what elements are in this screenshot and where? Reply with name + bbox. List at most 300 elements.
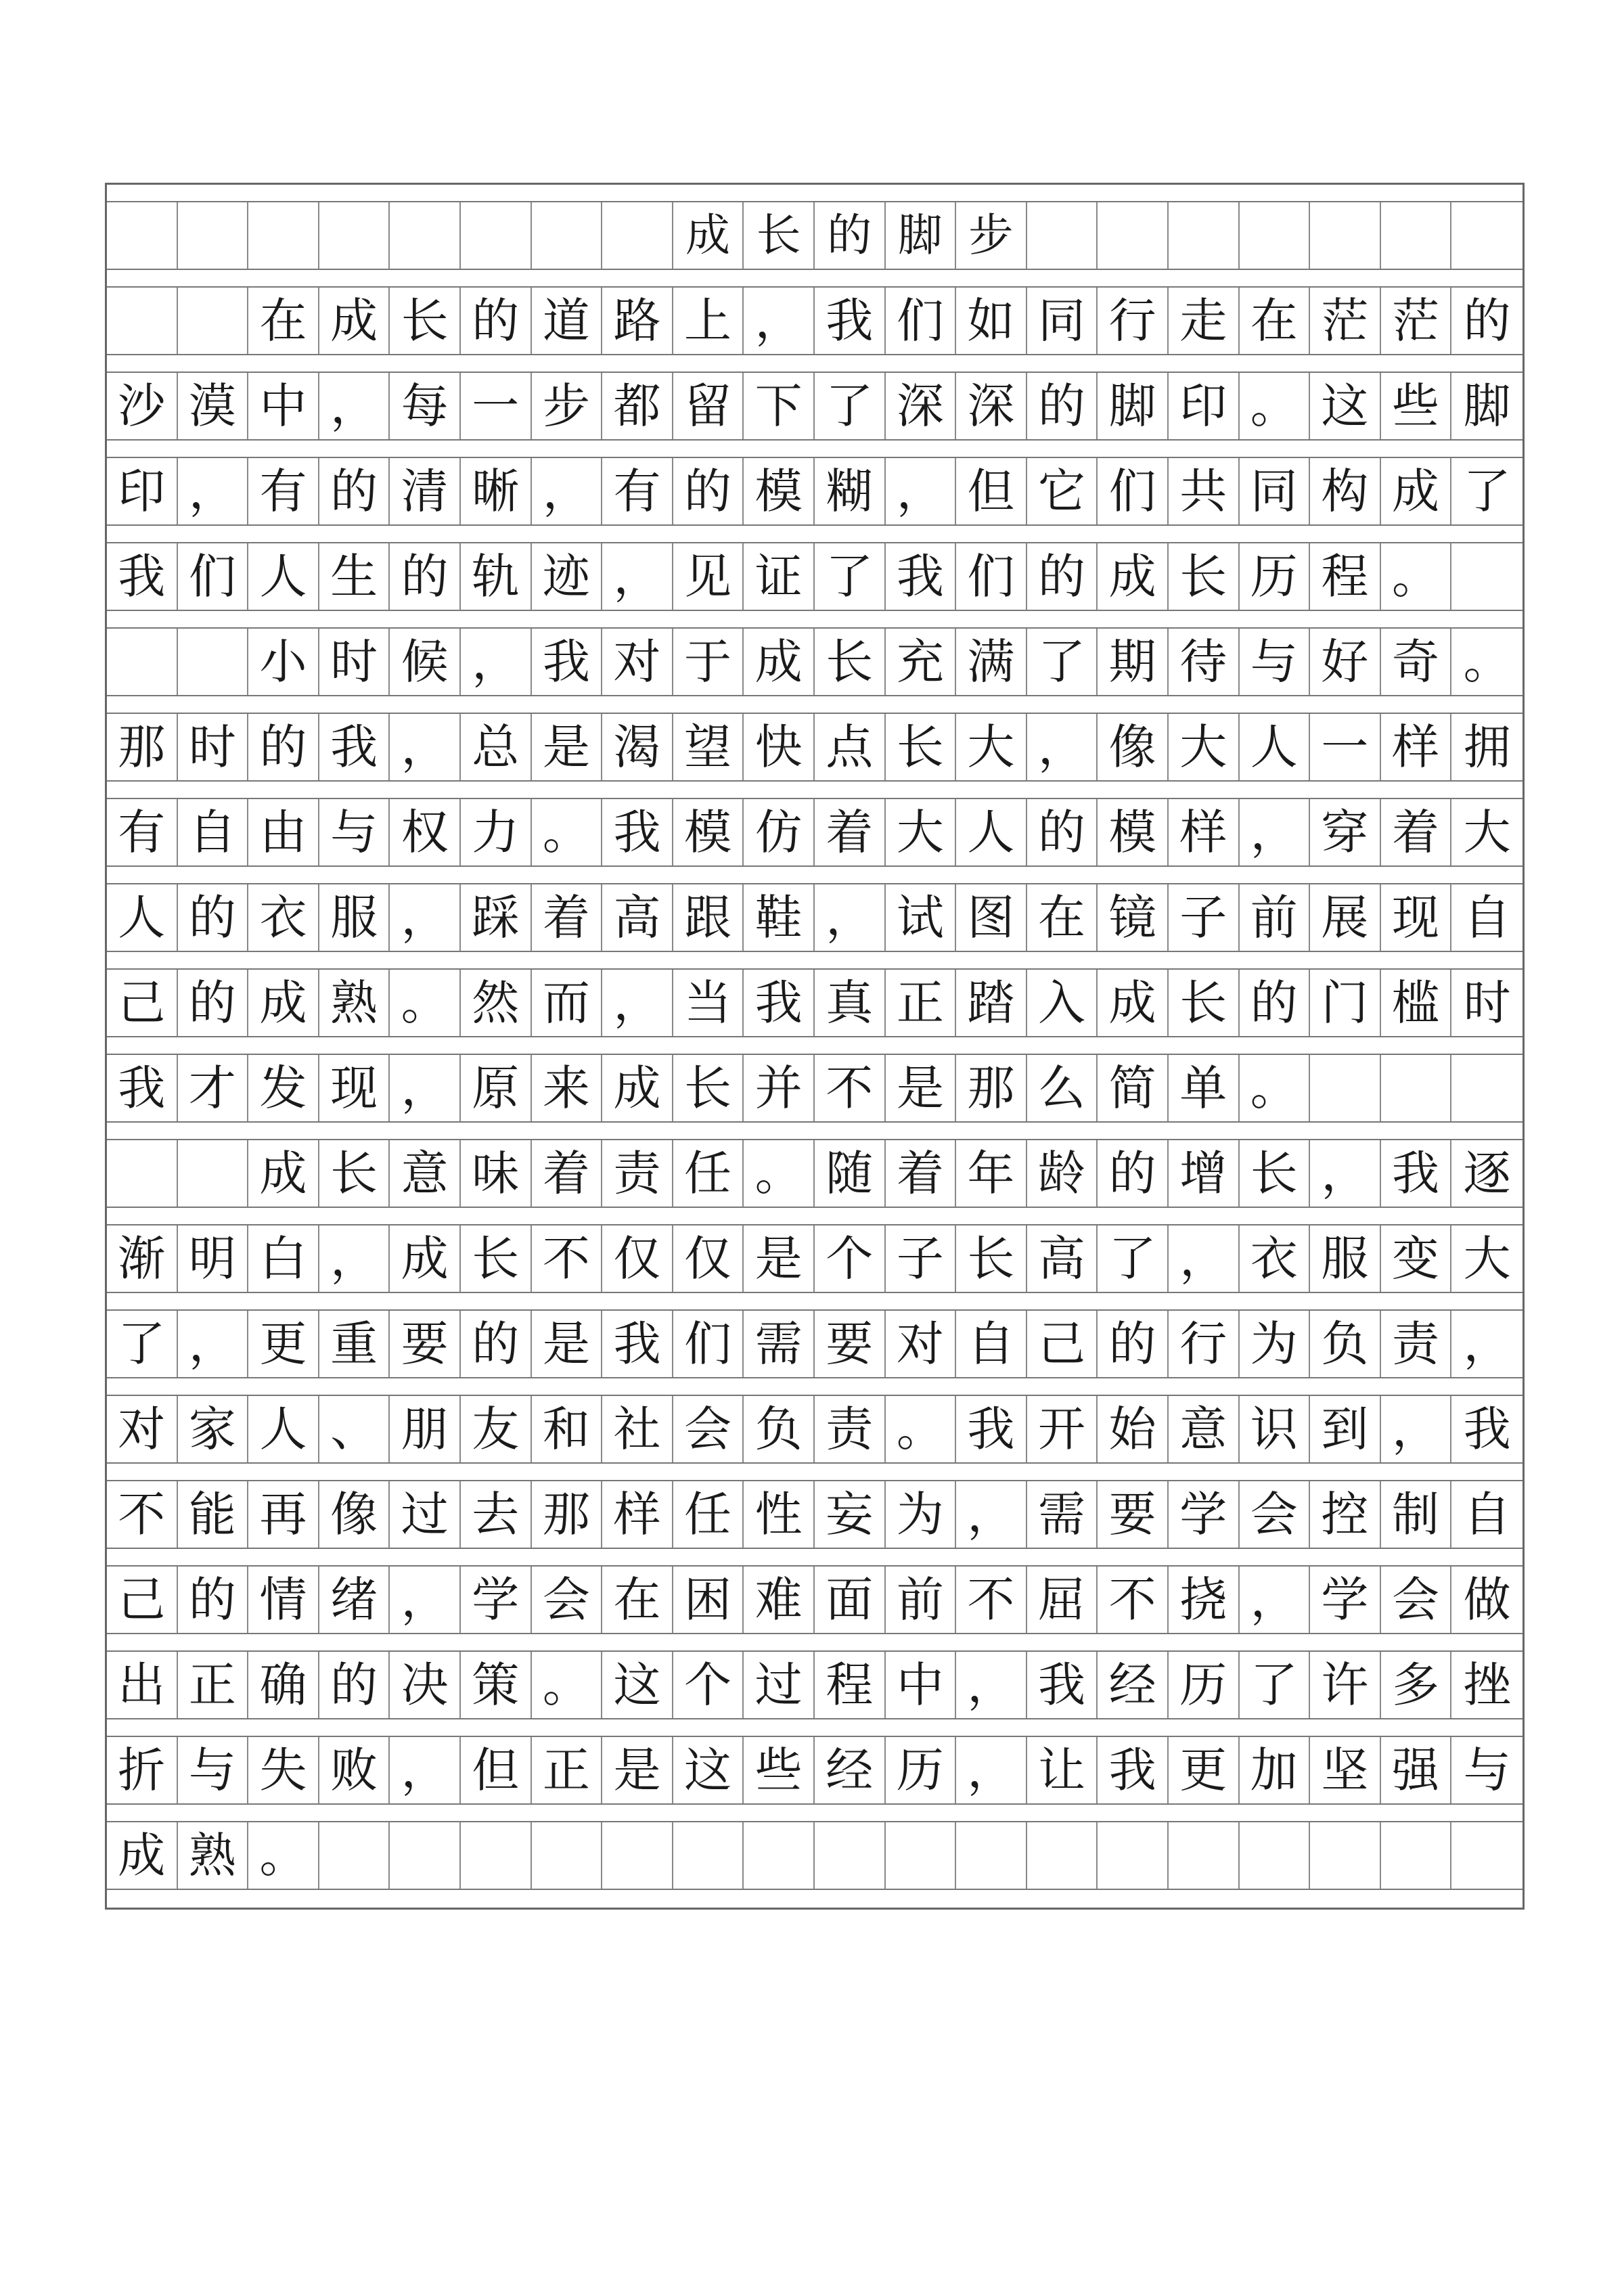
row-gap (107, 1890, 1522, 1908)
essay-char: 下 (744, 373, 815, 439)
essay-char: 图 (956, 884, 1027, 951)
row-gap (107, 611, 1522, 629)
essay-char: 着 (1381, 799, 1452, 865)
essay-char: 屈 (1027, 1567, 1098, 1633)
essay-char: 现 (319, 1055, 390, 1121)
essay-char: 的 (319, 458, 390, 524)
essay-char: 挫 (1463, 1657, 1511, 1713)
essay-char: 一 (1310, 714, 1381, 780)
essay-char: 权 (390, 799, 461, 865)
essay-char: 长 (319, 1140, 390, 1207)
essay-char: 在 (602, 1567, 673, 1633)
essay-char: 我 (1098, 1737, 1169, 1803)
grid-cell (107, 202, 178, 269)
essay-char: 服 (1310, 1225, 1381, 1292)
row-gap (107, 867, 1522, 884)
grid-cell (673, 1822, 744, 1889)
essay-char: 多 (1381, 1652, 1452, 1718)
essay-char: 白 (248, 1225, 319, 1292)
row-gap (107, 696, 1522, 714)
essay-char: 更 (248, 1311, 319, 1377)
essay-char: 但 (461, 1737, 532, 1803)
essay-char: 学 (1310, 1567, 1381, 1633)
essay-char: 决 (390, 1652, 461, 1718)
grid-cell (1169, 202, 1240, 269)
essay-char: 大 (1463, 805, 1511, 860)
title-char: 步 (956, 202, 1027, 269)
essay-char: 社 (602, 1396, 673, 1462)
essay-char: 熟 (319, 970, 390, 1036)
essay-char: 人 (1240, 714, 1311, 780)
essay-char: 印 (1169, 373, 1240, 439)
essay-char: 渴 (602, 714, 673, 780)
essay-char: 长 (673, 1055, 744, 1121)
essay-char: 时 (178, 714, 249, 780)
essay-char: 们 (956, 543, 1027, 610)
essay-char: 大 (886, 799, 957, 865)
essay-char: 的 (1463, 293, 1511, 348)
essay-char: 意 (1169, 1396, 1240, 1462)
essay-char: 对 (602, 629, 673, 695)
essay-char: 困 (673, 1567, 744, 1633)
title-row (107, 202, 1522, 270)
essay-char: ， (1240, 799, 1311, 865)
grid-cell (461, 202, 532, 269)
essay-char: 渐 (107, 1225, 178, 1292)
essay-char: 成 (744, 629, 815, 695)
essay-char: 么 (1027, 1055, 1098, 1121)
essay-char: 己 (107, 970, 178, 1036)
essay-char: 的 (673, 458, 744, 524)
essay-char: 它 (1027, 458, 1098, 524)
essay-char: 明 (178, 1225, 249, 1292)
grid-cell (532, 202, 603, 269)
essay-char: 拥 (1463, 719, 1511, 775)
essay-char: 个 (815, 1225, 886, 1292)
essay-char: 充 (886, 629, 957, 695)
essay-char: 糊 (815, 458, 886, 524)
essay-char: 自 (956, 1311, 1027, 1377)
essay-char: 成 (1098, 543, 1169, 610)
grid-cell (461, 1822, 532, 1889)
essay-char: 的 (319, 1652, 390, 1718)
essay-char: ， (956, 1481, 1027, 1548)
grid-cell (956, 1822, 1027, 1889)
essay-char: 着 (815, 799, 886, 865)
grid-cell (1240, 1822, 1311, 1889)
grid-cell (107, 288, 178, 354)
essay-char: 我 (319, 714, 390, 780)
row-gap (107, 270, 1522, 288)
grid-cell (1169, 1822, 1240, 1889)
essay-char: 着 (886, 1140, 957, 1207)
essay-char: 情 (248, 1567, 319, 1633)
row-gap (107, 185, 1522, 202)
essay-char: 见 (673, 543, 744, 610)
essay-char: 像 (1098, 714, 1169, 780)
essay-char: 成 (107, 1822, 178, 1889)
essay-char: 那 (956, 1055, 1027, 1121)
grid-cell (1027, 1822, 1098, 1889)
essay-char: 有 (248, 458, 319, 524)
essay-char: 仅 (602, 1225, 673, 1292)
essay-char: 高 (602, 884, 673, 951)
essay-char: 成 (319, 288, 390, 354)
essay-char: ， (178, 1311, 249, 1377)
essay-char: 人 (107, 884, 178, 951)
grid-cell (886, 1822, 957, 1889)
essay-char: 我 (886, 543, 957, 610)
grid-cell (1451, 202, 1522, 269)
essay-char: 的 (178, 970, 249, 1036)
essay-char: ， (390, 1737, 461, 1803)
essay-char: 大 (956, 714, 1027, 780)
grid-cell (1381, 1055, 1452, 1121)
essay-char: 印 (107, 458, 178, 524)
essay-char: ， (1381, 1396, 1452, 1462)
essay-char: ， (1240, 1567, 1311, 1633)
essay-char: 变 (1381, 1225, 1452, 1292)
essay-char: 责 (602, 1140, 673, 1207)
essay-char: 入 (1027, 970, 1098, 1036)
essay-char: 难 (744, 1567, 815, 1633)
grid-cell (1098, 1822, 1169, 1889)
essay-char: 些 (1381, 373, 1452, 439)
essay-char: 这 (602, 1652, 673, 1718)
grid-cell (1310, 202, 1381, 269)
essay-char: ， (532, 458, 603, 524)
essay-char: 会 (673, 1396, 744, 1462)
essay-char: 长 (956, 1225, 1027, 1292)
grid-cell (1451, 543, 1522, 610)
text-row (107, 1140, 1522, 1208)
essay-char: 发 (248, 1055, 319, 1121)
essay-char: 的 (248, 714, 319, 780)
text-row (107, 1737, 1522, 1805)
essay-char: 我 (1381, 1140, 1452, 1207)
essay-char: 为 (886, 1481, 957, 1548)
grid-cell (602, 1822, 673, 1889)
essay-char: 的 (1240, 970, 1311, 1036)
row-gap (107, 1634, 1522, 1652)
essay-char: 的 (461, 288, 532, 354)
essay-char: 来 (532, 1055, 603, 1121)
essay-char: 责 (1381, 1311, 1452, 1377)
essay-char: 长 (1240, 1140, 1311, 1207)
essay-char: 正 (532, 1737, 603, 1803)
essay-char: 构 (1310, 458, 1381, 524)
essay-char: 们 (673, 1311, 744, 1377)
essay-char: 己 (1027, 1311, 1098, 1377)
grid-cell (107, 1140, 178, 1207)
essay-char: 为 (1240, 1311, 1311, 1377)
essay-char: 成 (248, 1140, 319, 1207)
essay-char: 始 (1098, 1396, 1169, 1462)
essay-char: 不 (532, 1225, 603, 1292)
grid-cell (815, 1822, 886, 1889)
essay-char: 如 (956, 288, 1027, 354)
essay-char: 程 (1310, 543, 1381, 610)
text-row (107, 1225, 1522, 1293)
grid-cell (1098, 202, 1169, 269)
essay-char: 学 (1169, 1481, 1240, 1548)
essay-char: 脚 (1098, 373, 1169, 439)
essay-char: 更 (1169, 1737, 1240, 1803)
essay-char: 在 (1240, 288, 1311, 354)
essay-char: 衣 (1240, 1225, 1311, 1292)
essay-char: 期 (1098, 629, 1169, 695)
text-row (107, 1055, 1522, 1123)
title-char: 脚 (886, 202, 957, 269)
essay-char: 门 (1310, 970, 1381, 1036)
essay-char: 需 (1027, 1481, 1098, 1548)
essay-char: 留 (673, 373, 744, 439)
grid-cell (744, 1822, 815, 1889)
essay-char: 了 (1463, 464, 1511, 519)
essay-char: 满 (956, 629, 1027, 695)
grid-cell (1451, 1055, 1522, 1121)
essay-char: 由 (248, 799, 319, 865)
text-row (107, 714, 1522, 782)
essay-char: 历 (1240, 543, 1311, 610)
essay-char: 。 (532, 799, 603, 865)
essay-char: 都 (602, 373, 673, 439)
row-gap (107, 1293, 1522, 1311)
essay-char: 行 (1098, 288, 1169, 354)
essay-char: 面 (815, 1567, 886, 1633)
essay-char: 穿 (1310, 799, 1381, 865)
essay-char: 了 (1098, 1225, 1169, 1292)
essay-char: 要 (390, 1311, 461, 1377)
essay-char: 是 (744, 1225, 815, 1292)
essay-char: 了 (107, 1311, 178, 1377)
text-row (107, 543, 1522, 611)
essay-char: 我 (532, 629, 603, 695)
essay-char: 意 (390, 1140, 461, 1207)
essay-char: 漠 (178, 373, 249, 439)
row-gap (107, 526, 1522, 543)
essay-char: 样 (602, 1481, 673, 1548)
essay-char: 随 (815, 1140, 886, 1207)
essay-char: 程 (815, 1652, 886, 1718)
essay-char: 脚 (1463, 378, 1511, 434)
title-char: 长 (744, 202, 815, 269)
essay-char: 人 (956, 799, 1027, 865)
essay-char: ， (319, 1225, 390, 1292)
essay-char: 待 (1169, 629, 1240, 695)
essay-char: 每 (390, 373, 461, 439)
grid-cell (602, 202, 673, 269)
title-char: 的 (815, 202, 886, 269)
essay-char: 总 (461, 714, 532, 780)
essay-char: 增 (1169, 1140, 1240, 1207)
essay-char: 的 (390, 543, 461, 610)
essay-char: 子 (1169, 884, 1240, 951)
essay-char: 味 (461, 1140, 532, 1207)
essay-char: 对 (107, 1396, 178, 1462)
essay-char: 轨 (461, 543, 532, 610)
text-row (107, 884, 1522, 952)
essay-char: 加 (1240, 1737, 1311, 1803)
essay-char: ， (390, 714, 461, 780)
essay-char: 走 (1169, 288, 1240, 354)
essay-char: 友 (461, 1396, 532, 1462)
text-row (107, 1311, 1522, 1378)
essay-char: 与 (1240, 629, 1311, 695)
text-row (107, 970, 1522, 1037)
essay-char: 挠 (1169, 1567, 1240, 1633)
essay-char: 同 (1240, 458, 1311, 524)
essay-char: 中 (886, 1652, 957, 1718)
row-gap (107, 1719, 1522, 1737)
essay-char: 前 (886, 1567, 957, 1633)
essay-char: 着 (532, 1140, 603, 1207)
essay-char: 了 (815, 543, 886, 610)
essay-char: 经 (815, 1737, 886, 1803)
essay-char: 奇 (1381, 629, 1452, 695)
text-row (107, 629, 1522, 696)
essay-char: 望 (673, 714, 744, 780)
grid-cell (1240, 202, 1311, 269)
essay-char: ， (956, 1652, 1027, 1718)
essay-char: 、 (319, 1396, 390, 1462)
grid-cell (390, 1822, 461, 1889)
essay-char: 深 (886, 373, 957, 439)
essay-char: 成 (248, 970, 319, 1036)
essay-char: 正 (178, 1652, 249, 1718)
text-row (107, 458, 1522, 526)
essay-char: 不 (107, 1481, 178, 1548)
essay-char: 过 (744, 1652, 815, 1718)
essay-char: 的 (1098, 1140, 1169, 1207)
row-gap (107, 1549, 1522, 1567)
essay-char: 是 (602, 1737, 673, 1803)
essay-char: 镜 (1098, 884, 1169, 951)
essay-char: 些 (744, 1737, 815, 1803)
essay-char: 们 (178, 543, 249, 610)
essay-char: 这 (673, 1737, 744, 1803)
essay-char: 力 (461, 799, 532, 865)
essay-char: 许 (1310, 1652, 1381, 1718)
essay-char: 任 (673, 1481, 744, 1548)
essay-char: 失 (248, 1737, 319, 1803)
essay-char: 制 (1381, 1481, 1452, 1548)
essay-char: 那 (532, 1481, 603, 1548)
row-gap (107, 1378, 1522, 1396)
essay-char: 。 (532, 1652, 603, 1718)
essay-char: 真 (815, 970, 886, 1036)
essay-char: 的 (1027, 543, 1098, 610)
essay-char: 在 (248, 288, 319, 354)
grid-cell (1381, 202, 1452, 269)
row-gap (107, 1464, 1522, 1481)
essay-char: 是 (532, 1311, 603, 1377)
essay-char: ， (1169, 1225, 1240, 1292)
essay-char: 的 (1027, 799, 1098, 865)
essay-char: 是 (532, 714, 603, 780)
essay-char: 让 (1027, 1737, 1098, 1803)
essay-char: 于 (673, 629, 744, 695)
essay-char: 长 (886, 714, 957, 780)
essay-char: ， (319, 373, 390, 439)
essay-char: 我 (956, 1396, 1027, 1462)
essay-char: 像 (319, 1481, 390, 1548)
essay-char: 要 (1098, 1481, 1169, 1548)
essay-char: 着 (532, 884, 603, 951)
essay-char: 点 (815, 714, 886, 780)
essay-char: 长 (390, 288, 461, 354)
essay-char: 槛 (1381, 970, 1452, 1036)
essay-char: 自 (1463, 1487, 1511, 1542)
essay-char: 自 (178, 799, 249, 865)
essay-char: 会 (532, 1567, 603, 1633)
essay-char: ， (602, 543, 673, 610)
essay-char: 经 (1098, 1652, 1169, 1718)
essay-char: 。 (886, 1396, 957, 1462)
essay-char: 。 (248, 1822, 319, 1889)
essay-char: 这 (1310, 373, 1381, 439)
essay-char: 共 (1169, 458, 1240, 524)
essay-char: 到 (1310, 1396, 1381, 1462)
essay-char: 们 (886, 288, 957, 354)
essay-char: 我 (602, 799, 673, 865)
essay-char: 我 (1027, 1652, 1098, 1718)
essay-char: 历 (886, 1737, 957, 1803)
essay-char: ， (390, 884, 461, 951)
essay-char: 。 (744, 1140, 815, 1207)
row-gap (107, 1805, 1522, 1822)
grid-cell (107, 629, 178, 695)
essay-char: 那 (107, 714, 178, 780)
essay-char: 模 (744, 458, 815, 524)
grid-cell (178, 629, 249, 695)
row-gap (107, 441, 1522, 458)
essay-char: 龄 (1027, 1140, 1098, 1207)
composition-paper (105, 183, 1525, 1910)
essay-char: 小 (248, 629, 319, 695)
essay-char: 出 (107, 1652, 178, 1718)
essay-char: 与 (1463, 1742, 1511, 1798)
essay-char: 再 (248, 1481, 319, 1548)
essay-char: 的 (1027, 373, 1098, 439)
grid-cell (319, 1822, 390, 1889)
essay-char: 己 (107, 1567, 178, 1633)
essay-char: ， (178, 458, 249, 524)
essay-char: 不 (1098, 1567, 1169, 1633)
essay-char: 样 (1381, 714, 1452, 780)
row-gap (107, 952, 1522, 970)
essay-char: 跟 (673, 884, 744, 951)
essay-char: 我 (1463, 1401, 1511, 1457)
text-row (107, 1396, 1522, 1464)
grid-cell (1310, 1055, 1381, 1121)
grid-cell (532, 1822, 603, 1889)
essay-char: 我 (602, 1311, 673, 1377)
grid-cell (178, 288, 249, 354)
essay-char: 和 (532, 1396, 603, 1462)
essay-char: 我 (107, 1055, 178, 1121)
essay-char: 迹 (532, 543, 603, 610)
essay-char: 与 (319, 799, 390, 865)
essay-char: ， (390, 1567, 461, 1633)
essay-char: 不 (956, 1567, 1027, 1633)
essay-char: ， (1027, 714, 1098, 780)
essay-char: 茫 (1381, 288, 1452, 354)
essay-char: 高 (1027, 1225, 1098, 1292)
grid-cell (319, 202, 390, 269)
essay-char: 路 (602, 288, 673, 354)
essay-char: 会 (1381, 1567, 1452, 1633)
